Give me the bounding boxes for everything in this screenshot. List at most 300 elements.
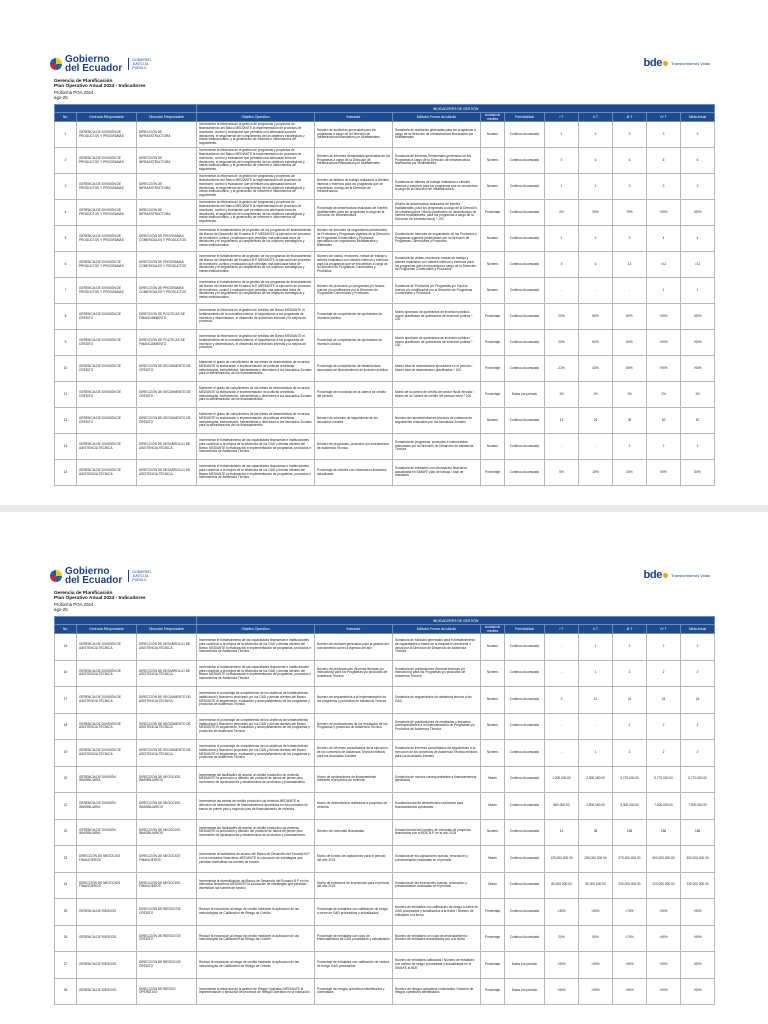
- cell-obj: Reducir la exposición al riesgo de crédito mediante la aplicación de las metodologías de Calificación de Riesgo de Crédito.: [197, 925, 315, 952]
- cell-per: Continuo Acumulado: [505, 793, 545, 820]
- cell-t4: >90%: [647, 330, 681, 356]
- cell-per: Continuo Acumulado: [505, 304, 545, 330]
- cell-uni: Número: [481, 278, 505, 304]
- cell-meta: 2: [681, 634, 715, 661]
- table-row: [55, 122, 715, 148]
- cell-obj: Incrementar el fortalecimiento de la gestión de los programas de financiamiento del Banco de Desarrollo del Ecuador B.P. MEDIANTE la ejecución de procesos de monitoreo, control y evaluación que permitan una adecuada toma de decisiones y el seguimiento al cumplimiento de los objetivos estratégicos y metas institucionales.: [197, 252, 315, 278]
- document-page-2: [0, 512, 768, 1017]
- cell-t1: >90%: [545, 952, 579, 979]
- cell-dir: DIRECCIÓN DE POLÍTICAS DE FINANCIAMIENTO: [137, 330, 197, 356]
- cell-t2: >50%: [579, 899, 613, 926]
- cell-dir: DIRECCIÓN DE INFRAESTRUCTURA: [137, 174, 197, 200]
- cell-met: Sumatoria de publicaciones de resultados o impactos correspondientes a la implementación de Programas y/o Productos de Asistencia Técnica: [393, 713, 481, 740]
- cell-met: Sumatoria de los captaciones nuevas, renovación y precancelación realizadas en el periodo: [393, 846, 481, 873]
- cell-dir: DIRECCIÓN DE PROGRAMAS COMERCIALES Y PRODUCTOS: [137, 226, 197, 252]
- cell-no: 17: [55, 687, 77, 714]
- cell-meta: 52: [681, 408, 715, 434]
- cell-per: Continuo Acumulado: [505, 846, 545, 873]
- cell-t3: 2: [613, 740, 647, 767]
- cell-meta: 6: [681, 148, 715, 174]
- cell-meta: 3: [681, 174, 715, 200]
- table-row: [55, 846, 715, 873]
- table-row: [55, 460, 715, 486]
- cell-obj: Incrementar el fortalecimiento de las capacidades financieras e institucionales para contribuir a la mejora de la eficiencia de los GAD y demás clientes del Banco MEDIANTE la elaboración e implementación de programas, productos e instrumentos de Asistencia Técnica.: [197, 660, 315, 687]
- cell-ger: GERENCIA DE DIVISIÓN INMOBILIARIA: [77, 819, 137, 846]
- cell-per: Datos por periodo: [505, 952, 545, 979]
- cell-t2: 50%: [579, 330, 613, 356]
- cell-t3: 5,300,000.00: [613, 793, 647, 820]
- cell-dir: DIRECCIÓN DE SEGUIMIENTO DE CRÉDITO: [137, 356, 197, 382]
- cell-met: Sumatoria de programas, productos e instrumentos elaborados por la Dirección de Desarrollo de Asistencia Técnica: [393, 434, 481, 460]
- gobierno-line2: del Ecuador: [65, 63, 123, 74]
- cell-meta: 7,900,000.00: [681, 793, 715, 820]
- table-row: [55, 174, 715, 200]
- cell-t2: -: [579, 434, 613, 460]
- cell-no: 27: [55, 952, 77, 979]
- column-header: Periodicidad: [505, 625, 545, 634]
- cell-t3: 4,775,000.00: [613, 766, 647, 793]
- cell-t3: 80%: [613, 330, 647, 356]
- cell-t4: 500,000,000.00: [647, 846, 681, 873]
- cell-per: Datos por periodo: [505, 978, 545, 1005]
- cell-ind: Número de productos y/o programas y/o fondos nuevos y/o modificados por la Dirección de Programas Comerciales y Productos: [315, 278, 393, 304]
- cell-t3: >90%: [613, 952, 647, 979]
- cell-t2: 12: [579, 687, 613, 714]
- cell-t1: 1: [545, 174, 579, 200]
- cell-per: Continuo Acumulado: [505, 872, 545, 899]
- doc-title-2: Plan Operativo Anual 2024 - Indicadores: [54, 596, 146, 602]
- cell-t1: 0%: [545, 200, 579, 226]
- cell-meta: 188: [681, 819, 715, 846]
- ecuador-flag-icon: [50, 570, 62, 582]
- cell-dir: DIRECCIÓN DE DESARROLLO DE ASISTENCIA TÉCNICA: [137, 434, 197, 460]
- cell-meta: 220,000,000.00: [681, 872, 715, 899]
- doc-date: ago-25: [54, 95, 68, 101]
- cell-ger: GERENCIA DE DIVISIÓN DE ASISTENCIA TÉCNICA: [77, 687, 137, 714]
- cell-met: Sumatoria de montos correspondientes a financiamientos aprobados: [393, 766, 481, 793]
- cell-no: 12: [55, 408, 77, 434]
- cell-met: Sumatoria de informes consolidados de seguimiento a la ejecución de los convenios de Asistencia Técnica emitidos para los Asociados Zonales: [393, 740, 481, 767]
- table-row: [55, 819, 715, 846]
- cell-per: Datos por periodo: [505, 382, 545, 408]
- cell-ind: Monto de desembolsos realizados a proyectos de vivienda: [315, 793, 393, 820]
- cell-t3: 80%: [613, 304, 647, 330]
- cell-t2: >90%: [579, 978, 613, 1005]
- cell-ind: Porcentaje de cumplimiento de quebrantos de inversión pública: [315, 330, 393, 356]
- cell-dir: DIRECCIÓN DE SEGUIMIENTO DE ASISTENCIA TÉCNICA: [137, 713, 197, 740]
- cell-dir: DIRECCIÓN DE RIESGO DE CRÉDITO: [137, 925, 197, 952]
- cell-t3: 6: [613, 148, 647, 174]
- cell-t4: >90%: [647, 356, 681, 382]
- cell-ind: Número de informes de seguimiento de los asociados zonales: [315, 408, 393, 434]
- table-row: [55, 899, 715, 926]
- cell-met: Monto total de desembolsos ejecutados en el periodo / Monto total de desembolsos planificados * 100: [393, 356, 481, 382]
- column-header: Meta Anual: [681, 625, 715, 634]
- cell-uni: Monto: [481, 766, 505, 793]
- cell-t4: 1%: [647, 382, 681, 408]
- cell-t2: 45%: [579, 356, 613, 382]
- cell-per: Continuo Acumulado: [505, 434, 545, 460]
- column-header: IV T: [647, 113, 681, 122]
- cell-obj: Incrementar el fortalecimiento de la gestión de los programas de financiamiento del Banco de Desarrollo del Ecuador B.P. MEDIANTE la ejecución de procesos de monitoreo, control y evaluación que permitan una adecuada toma de decisiones y el seguimiento al cumplimiento de los objetivos estratégicos y metas institucionales.: [197, 226, 315, 252]
- cell-per: Continuo Acumulado: [505, 278, 545, 304]
- gobierno-line2: del Ecuador: [65, 575, 123, 586]
- cell-t2: 26: [579, 408, 613, 434]
- cell-per: Continuo Acumulado: [505, 122, 545, 148]
- cell-t1: 1: [545, 226, 579, 252]
- cell-uni: Porcentaje: [481, 952, 505, 979]
- cell-ger: GERENCIA DE RIESGOS: [77, 899, 137, 926]
- cell-dir: DIRECCIÓN DE SEGUIMIENTO DE ASISTENCIA TÉCNICA: [137, 687, 197, 714]
- cell-t2: 38: [579, 819, 613, 846]
- cell-met: Sumatoria de Módulos generados para el fortalecimiento de capacidades a través de la educación presencial o virtual por la Dirección de Desarrollo de Asistencia Técnica: [393, 634, 481, 661]
- cell-uni: Porcentaje: [481, 356, 505, 382]
- cell-met: Sumatoria de publicaciones (Normas técnicas y/o instructivos) para los Programas y/o productos de Asistencia Técnica: [393, 660, 481, 687]
- cell-t1: 20%: [545, 925, 579, 952]
- cell-per: Continuo Acumulado: [505, 713, 545, 740]
- column-header: Dirección Responsable: [137, 625, 197, 634]
- cell-met: Sumatoria de las inversiones nuevas, renovación y precancelación realizadas en el periodo: [393, 872, 481, 899]
- cell-dir: DIRECCIÓN DE INFRAESTRUCTURA: [137, 200, 197, 226]
- cell-t3: 12: [613, 252, 647, 278]
- cell-ger: GERENCIA DE DIVISIÓN DE PRODUCTOS Y PROGRAMAS: [77, 200, 137, 226]
- header-group-label: INDICADORES DE GESTIÓN: [197, 105, 715, 113]
- cell-dir: DIRECCIÓN DE INFRAESTRUCTURA: [137, 148, 197, 174]
- table-row: [55, 382, 715, 408]
- cell-no: 28: [55, 978, 77, 1005]
- table-row: [55, 793, 715, 820]
- cell-dir: DIRECCIÓN DE NEGOCIOS INMOBILIARIOS: [137, 819, 197, 846]
- cell-t4: >90%: [647, 304, 681, 330]
- cell-uni: Monto: [481, 793, 505, 820]
- cell-ind: Número de programas, productos y/o instrumentos de Asistencia Técnica: [315, 434, 393, 460]
- cell-met: Sumatoria de Productos y/o Programas y/o Fondos nuevos y/o modificados por la Dirección de Programas Comerciales y Productos: [393, 278, 481, 304]
- column-header: II T: [579, 113, 613, 122]
- cell-ind: Monto de fondeo de captaciones para el periodo del año 2024: [315, 846, 393, 873]
- cell-t3: >70%: [613, 925, 647, 952]
- cell-per: Continuo Acumulado: [505, 899, 545, 926]
- cell-per: Continuo Acumulado: [505, 460, 545, 486]
- table-row: [55, 356, 715, 382]
- cell-uni: Monto: [481, 846, 505, 873]
- document-page-1: [0, 0, 768, 505]
- cell-per: Continuo Acumulado: [505, 408, 545, 434]
- indicators-table: [54, 616, 715, 1005]
- cell-met: Sumatoria de talleres de trabajo realizados a clientes internos y externos para los programas que se encuentran a cargo de la Dirección de Infraestructura: [393, 174, 481, 200]
- cell-uni: Número: [481, 819, 505, 846]
- cell-dir: DIRECCIÓN DE SEGUIMIENTO DE CRÉDITO: [137, 382, 197, 408]
- cell-t1: -: [545, 278, 579, 304]
- doc-title-2: Plan Operativo Anual 2024 - Indicadores: [54, 84, 146, 90]
- table-row: [55, 634, 715, 661]
- bde-tagline: Transformamos Vidas: [671, 60, 710, 66]
- cell-met: Sumatoria de entidades con información financiera actualizada en SIMAFE plan de trabajo / total de entidades: [393, 460, 481, 486]
- cell-t1: 20%: [545, 304, 579, 330]
- cell-uni: Número: [481, 148, 505, 174]
- cell-dir: DIRECCIÓN DE SEGUIMIENTO DE ASISTENCIA TÉCNICA: [137, 740, 197, 767]
- cell-t4: 4: [647, 226, 681, 252]
- table-row: [55, 978, 715, 1005]
- cell-obj: Mantener el grado de cumplimiento de las metas de desembolsos de recursos MEDIANTE la elaboración e implementación de políticas crediticias, metodologías, instrumentos, herramientas y directrices a los Asociados Zonales para la administración de los financiamientos.: [197, 356, 315, 382]
- cell-ger: DIRECCIÓN DE NEGOCIOS FINANCIEROS: [77, 846, 137, 873]
- cell-ger: GERENCIA DE DIVISIÓN DE PRODUCTOS Y PROGRAMAS: [77, 226, 137, 252]
- cell-t3: 40%: [613, 460, 647, 486]
- cell-meta: 1: [681, 278, 715, 304]
- cell-t2: 30%: [579, 200, 613, 226]
- cell-meta: 50%: [681, 460, 715, 486]
- cell-obj: Incrementar la eficiencia de la gestión de programas y proyectos de financiamiento del Banco MEDIANTE la implementación de procesos de monitoreo, control y evaluación que permitan una adecuada toma de decisiones, el seguimiento del cumplimiento de los objetivos estratégicos y metas institucionales, y la generación de informes e instrumentos de seguimiento.: [197, 200, 315, 226]
- cell-ind: Número de visitas, reuniones, mesas de trabajo y talleres realizados con clientes internos y externos para los programas que se encuentran a cargo de la Dirección de Programas Comerciales y Productos: [315, 252, 393, 278]
- cell-t1: >30%: [545, 899, 579, 926]
- cell-no: 25: [55, 899, 77, 926]
- column-header: No.: [55, 113, 77, 122]
- table-row: [55, 434, 715, 460]
- column-header: IV T: [647, 625, 681, 634]
- cell-t4: 2: [647, 660, 681, 687]
- cell-no: 2: [55, 148, 77, 174]
- column-header: II T: [579, 625, 613, 634]
- cell-dir: DIRECCIÓN DE NEGOCIOS INMOBILIARIOS: [137, 793, 197, 820]
- bde-dot-icon: [663, 573, 668, 578]
- cell-meta: 2: [681, 740, 715, 767]
- cell-met: Número de entidades con cupo de endeudamiento / Número de entidades actualizados con a la fecha: [393, 925, 481, 952]
- cell-t4: 3: [647, 174, 681, 200]
- cell-ger: GERENCIA DE DIVISIÓN DE CRÉDITO: [77, 330, 137, 356]
- cell-meta: >12: [681, 252, 715, 278]
- cell-met: Número de entidades calificadas / Número de entidades con cartera de riesgo procesadas y actualizadas en el SIMAFE al BDE: [393, 952, 481, 979]
- cell-ind: Porcentaje de entidades con cupo de endeudamiento de GAD procesados y actualizados: [315, 925, 393, 952]
- cell-obj: Incrementar las facilidades de acceso al crédito productivo de vivienda MEDIANTE la promoción y difusión del producto de banca de primer piso, incremento de aprobaciones y desembolsos de productos y procesamiento.: [197, 819, 315, 846]
- cell-t4: 5,770,000.00: [647, 766, 681, 793]
- cell-ger: GERENCIA DE RIESGOS: [77, 952, 137, 979]
- cell-meta: >90%: [681, 304, 715, 330]
- cell-obj: Incrementar la diversificación del Banco de Desarrollo del Ecuador B.P en los mercados financieros MEDIANTE la colocación de estrategias que permitan diversificar las fuentes de fondeo.: [197, 872, 315, 899]
- column-header: Método/ Forma de cálculo: [393, 113, 481, 122]
- cell-obj: Incrementar el fortalecimiento de las capacidades financieras e institucionales para contribuir a la mejora de la eficiencia de los GAD y demás clientes del Banco MEDIANTE la elaboración e implementación de programas, productos e instrumentos de Asistencia Técnica.: [197, 460, 315, 486]
- cell-meta: 2: [681, 434, 715, 460]
- cell-obj: Incrementar el fortalecimiento de las capacidades financieras e institucionales para contribuir a la mejora de la eficiencia de los GAD y demás clientes del Banco MEDIANTE la elaboración e implementación de programas, productos e instrumentos de Asistencia Técnica.: [197, 634, 315, 661]
- cell-t1: -: [545, 634, 579, 661]
- cell-per: Continuo Acumulado: [505, 740, 545, 767]
- cell-t1: 125,000,000.00: [545, 846, 579, 873]
- table-row: [55, 252, 715, 278]
- cell-t1: 3: [545, 252, 579, 278]
- cell-t3: >70%: [613, 899, 647, 926]
- cell-ger: GERENCIA DE DIVISIÓN INMOBILIARIA: [77, 766, 137, 793]
- cell-uni: Monto: [481, 872, 505, 899]
- column-header: Dirección Responsable: [137, 113, 197, 122]
- cell-t2: 50%: [579, 925, 613, 952]
- column-header: III T: [613, 625, 647, 634]
- gobierno-line1: Gobierno: [65, 566, 110, 577]
- cell-t3: 24: [613, 687, 647, 714]
- cell-ind: Porcentaje de cumplimiento de desembolsos acumulado de financiamiento de inversión pública: [315, 356, 393, 382]
- cell-ger: GERENCIA DE DIVISIÓN DE PRODUCTOS Y PROGRAMAS: [77, 278, 137, 304]
- cell-uni: Porcentaje: [481, 899, 505, 926]
- cell-t2: 15%: [579, 460, 613, 486]
- cell-obj: Reducir la exposición al riesgo de crédito mediante la aplicación de las metodologías de Calificación de Riesgo de Crédito.: [197, 899, 315, 926]
- cell-met: Sumatoria total de desembolsos realizados para financiamientos aprobados: [393, 793, 481, 820]
- cell-t4: 188: [647, 819, 681, 846]
- cell-obj: Incrementar el porcentaje de cumplimiento de los objetivos de fortalecimiento institucional y financiero propuesto por los GAD y demás clientes del Banco MEDIANTE el seguimiento, evaluación y acompañamiento de los programas y productos de Asistencia Técnica.: [197, 740, 315, 767]
- cell-ind: Porcentaje de entidades con calificación de cartera de riesgo GAD procesados: [315, 952, 393, 979]
- document-header: [54, 591, 146, 613]
- cell-ind: Porcentaje de clientes con información financiera actualizada: [315, 460, 393, 486]
- cell-t3: 158: [613, 819, 647, 846]
- cell-dir: DIRECCIÓN DE NEGOCIOS FINANCIEROS: [137, 872, 197, 899]
- cell-no: 26: [55, 925, 77, 952]
- cell-t3: 3: [613, 174, 647, 200]
- cell-obj: Incrementar la eficiencia en la gestión de créditos del Banco MEDIANTE el fortalecimiento de la normativa interna, el seguimiento a los programas de inversión y desembolsos, el desarrollo de directrices internas y la mejora de procesos.: [197, 304, 315, 330]
- cell-t2: 1: [579, 660, 613, 687]
- cell-no: 7: [55, 278, 77, 304]
- column-header: Unidad de medida: [481, 625, 505, 634]
- cell-no: 8: [55, 304, 77, 330]
- column-header: Indicador: [315, 113, 393, 122]
- bde-tagline: Transformamos Vidas: [671, 572, 710, 578]
- cell-ger: GERENCIA DE DIVISIÓN DE CRÉDITO: [77, 304, 137, 330]
- cell-uni: Porcentaje: [481, 330, 505, 356]
- cell-per: Continuo Acumulado: [505, 925, 545, 952]
- doc-title-1: Gerencia de Planificación: [54, 591, 113, 596]
- cell-ger: GERENCIA DE DIVISIÓN DE PRODUCTOS Y PROGRAMAS: [77, 122, 137, 148]
- cell-per: Continuo Acumulado: [505, 226, 545, 252]
- doc-date: ago-25: [54, 607, 68, 613]
- cell-t3: 375,000,000.00: [613, 846, 647, 873]
- cell-no: 13: [55, 434, 77, 460]
- cell-t3: 2: [613, 660, 647, 687]
- cell-uni: Número: [481, 434, 505, 460]
- cell-met: Monto de la cartera de crédito del sector fiscal vencida / Monto de la Cartera de crédito del periodo bruto * 100: [393, 382, 481, 408]
- column-header: Objetivo Operativo: [197, 113, 315, 122]
- bde-wordmark: bde: [643, 57, 663, 69]
- cell-dir: DIRECCIÓN DE RIESGO DE CRÉDITO: [137, 899, 197, 926]
- cell-ind: Número de informes consolidados de la ejecución de los convenios de Asistencia Técnica emitidos para los Asociados Zonales: [315, 740, 393, 767]
- cell-ger: GERENCIA DE DIVISIÓN DE ASISTENCIA TÉCNICA: [77, 660, 137, 687]
- cell-met: Sumatoria de seguimientos de asistencia técnica a los GAD: [393, 687, 481, 714]
- cell-uni: Número: [481, 252, 505, 278]
- column-header: III T: [613, 113, 647, 122]
- cell-no: 18: [55, 713, 77, 740]
- cell-t4: >90%: [647, 952, 681, 979]
- column-header: Indicador: [315, 625, 393, 634]
- cell-t4: 2: [647, 634, 681, 661]
- cell-ger: GERENCIA DE DIVISIÓN DE ASISTENCIA TÉCNICA: [77, 713, 137, 740]
- cell-no: 20: [55, 766, 77, 793]
- cell-t2: 2: [579, 122, 613, 148]
- cell-t3: >90%: [613, 978, 647, 1005]
- cell-t1: -: [545, 660, 579, 687]
- cell-t2: 1: [579, 634, 613, 661]
- cell-dir: DIRECCIÓN DE NEGOCIOS INMOBILIARIOS: [137, 766, 197, 793]
- cell-dir: DIRECCIÓN DE RIESGO DE CRÉDITO: [137, 952, 197, 979]
- cell-per: Continuo Acumulado: [505, 819, 545, 846]
- cell-dir: DIRECCIÓN DE PROGRAMAS COMERCIALES Y PRODUCTOS: [137, 278, 197, 304]
- cell-no: 15: [55, 634, 77, 661]
- ecuador-flag-icon: [50, 58, 62, 70]
- cell-t3: 39: [613, 408, 647, 434]
- cell-t3: -: [613, 278, 647, 304]
- table-row: [55, 925, 715, 952]
- cell-ind: Número de publicaciones (Normas técnicas y/o instructivos) para los Programas y/o productos de Asistencia Técnica: [315, 660, 393, 687]
- cell-t1: 0: [545, 148, 579, 174]
- cell-ger: GERENCIA DE DIVISIÓN DE PRODUCTOS Y PROGRAMAS: [77, 174, 137, 200]
- header-group-blank: [55, 617, 197, 625]
- cell-t1: 5%: [545, 460, 579, 486]
- cell-no: 14: [55, 460, 77, 486]
- cell-t2: 1%: [579, 382, 613, 408]
- cell-t4: >90%: [647, 925, 681, 952]
- table-row: [55, 713, 715, 740]
- cell-ger: GERENCIA DE RIESGOS: [77, 978, 137, 1005]
- cell-meta: >90%: [681, 356, 715, 382]
- gobierno-line1: Gobierno: [65, 54, 110, 65]
- column-header: I T: [545, 625, 579, 634]
- doc-title-3: Proforma POA 2024: [54, 601, 94, 607]
- cell-t1: 1,200,000.00: [545, 766, 579, 793]
- table-row: [55, 330, 715, 356]
- gobierno-tagline: GOBIERNO JUNTO AL PUEBLO: [128, 570, 162, 582]
- cell-obj: Incrementar la facilidades de acceso del Banco de Desarrollo del Ecuador B.P en los mercados financieros MEDIANTE la colocación de estrategias que permitan diversificar las fuentes de fondeo.: [197, 846, 315, 873]
- cell-t4: 2: [647, 713, 681, 740]
- cell-obj: Incrementar el porcentaje de cumplimiento de los objetivos de fortalecimiento institucional y financiero propuesto por los GAD y demás clientes del Banco MEDIANTE el seguimiento, evaluación y acompañamiento de los programas y productos de Asistencia Técnica.: [197, 713, 315, 740]
- table-row: [55, 278, 715, 304]
- cell-t1: 1%: [545, 382, 579, 408]
- column-header: I T: [545, 113, 579, 122]
- cell-met: Monto aprobado de quebrantos de inversión pública / monto planificado de quebrantos de inversión pública * 100: [393, 330, 481, 356]
- indicators-table: [54, 104, 715, 486]
- cell-t4: 52: [647, 408, 681, 434]
- cell-ind: Monto de aprobaciones de financiamiento mediante a proyectos de vivienda: [315, 766, 393, 793]
- cell-no: 3: [55, 174, 77, 200]
- cell-per: Continuo Acumulado: [505, 687, 545, 714]
- cell-t2: 1: [579, 740, 613, 767]
- table-row: [55, 200, 715, 226]
- cell-meta: 2: [681, 660, 715, 687]
- table-row: [55, 660, 715, 687]
- column-header: Periodicidad: [505, 113, 545, 122]
- cell-ger: GERENCIA DE DIVISIÓN DE CRÉDITO: [77, 408, 137, 434]
- cell-dir: DIRECCIÓN DE DESARROLLO DE ASISTENCIA TÉCNICA: [137, 634, 197, 661]
- cell-obj: Incrementar el fortalecimiento de la gestión de los programas de financiamiento del Banco de Desarrollo del Ecuador B.P. MEDIANTE la ejecución de procesos de monitoreo, control y evaluación que permitan una adecuada toma de decisiones y el seguimiento al cumplimiento de los objetivos estratégicos y metas institucionales.: [197, 278, 315, 304]
- cell-ger: GERENCIA DE DIVISIÓN DE CRÉDITO: [77, 382, 137, 408]
- column-header: Unidad de medida: [481, 113, 505, 122]
- cell-dir: DIRECCIÓN DE DESARROLLO DE ASISTENCIA TÉCNICA: [137, 460, 197, 486]
- cell-ind: Porcentaje de cumplimiento de quebrantos de inversión pública: [315, 304, 393, 330]
- cell-t4: 50%: [647, 460, 681, 486]
- cell-no: 19: [55, 740, 77, 767]
- cell-t4: >12: [647, 252, 681, 278]
- column-header: Gerencia Responsable: [77, 625, 137, 634]
- cell-t2: 2: [579, 226, 613, 252]
- cell-dir: DIRECCIÓN DE INFRAESTRUCTURA: [137, 122, 197, 148]
- cell-t3: 70%: [613, 200, 647, 226]
- bde-dot-icon: [663, 61, 668, 66]
- cell-per: Continuo Acumulado: [505, 174, 545, 200]
- table-row: [55, 740, 715, 767]
- cell-t1: 3: [545, 687, 579, 714]
- cell-t1: 21%: [545, 356, 579, 382]
- cell-per: Continuo Acumulado: [505, 252, 545, 278]
- cell-ind: Porcentaje de entidades con calificación de riesgo a cierre de GAD procesados y actualizados: [315, 899, 393, 926]
- cell-met: Sumatoria total del número de viviendas de proyectos financiados con el BDE B.P. en el año 2024: [393, 819, 481, 846]
- cell-t4: >90%: [647, 200, 681, 226]
- cell-t4: 7,900,000.00: [647, 793, 681, 820]
- cell-uni: Número: [481, 713, 505, 740]
- cell-no: 10: [55, 356, 77, 382]
- cell-t3: 200,000,000.00: [613, 872, 647, 899]
- cell-no: 1: [55, 122, 77, 148]
